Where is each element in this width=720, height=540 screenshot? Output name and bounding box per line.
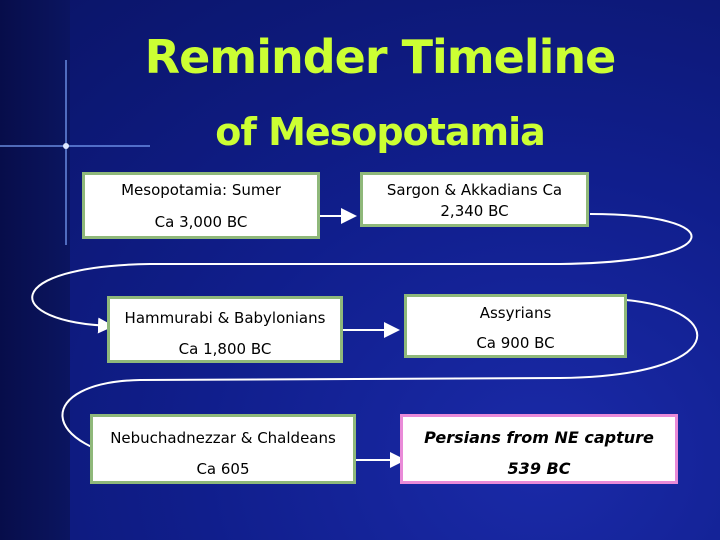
box-akkadians-date: 2,340 BC: [440, 202, 509, 220]
box-chaldeans-date: Ca 605: [196, 460, 250, 478]
box-babylonians-name: Hammurabi & Babylonians: [124, 309, 326, 327]
box-chaldeans-name: Nebuchadnezzar & Chaldeans: [110, 429, 336, 447]
box-sumer-name: Mesopotamia: Sumer: [121, 181, 281, 199]
box-assyrians-date: Ca 900 BC: [476, 334, 555, 352]
box-assyrians: [404, 294, 627, 358]
title-line-2: of Mesopotamia: [215, 110, 545, 154]
box-babylonians: [107, 296, 343, 363]
box-chaldeans: [90, 414, 356, 484]
box-persians-name: Persians from NE capture: [424, 428, 654, 447]
box-persians-date: 539 BC: [507, 459, 571, 478]
box-persians: [400, 414, 678, 484]
box-sumer-date: Ca 3,000 BC: [154, 213, 248, 231]
box-akkadians: [360, 172, 589, 227]
title-line-1: Reminder Timeline: [144, 30, 616, 84]
box-akkadians-name: Sargon & Akkadians Ca: [386, 181, 563, 199]
box-sumer: [82, 172, 320, 239]
box-babylonians-date: Ca 1,800 BC: [178, 340, 272, 358]
box-assyrians-name: Assyrians: [479, 304, 552, 322]
